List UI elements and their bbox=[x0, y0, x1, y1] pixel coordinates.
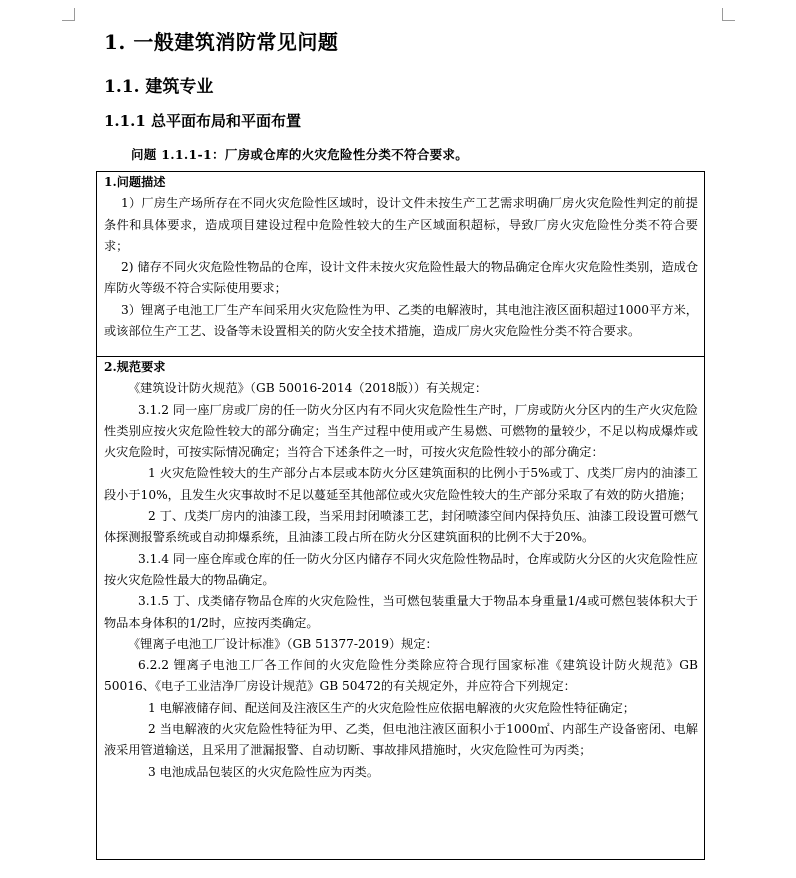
paragraph: 3.1.4 同一座仓库或仓库的任一防火分区内储存不同火灾危险性物品时，仓库或防火分区的火灾危险性应按火灾危险性最大的物品确定。 bbox=[104, 551, 698, 587]
paragraph: 《建筑设计防火规范》（GB 50016-2014（2018版））有关规定： bbox=[128, 381, 488, 396]
paragraph: 3.1.5 丁、戊类储存物品仓库的火灾危险性，当可燃包装重量大于物品本身重量1/4或可燃包装体积大于物品本身体积的1/2时，应按丙类确定。 bbox=[104, 594, 698, 630]
paragraph: 《锂离子电池工厂设计标准》（GB 51377-2019）规定： bbox=[128, 636, 438, 651]
paragraph: 1）厂房生产场所存在不同火灾危险性区域时，设计文件未按生产工艺需求明确厂房火灾危险性判定的前提条件和具体要求，造成项目建设过程中危险性较大的生产区域面积超标，导致厂房火灾危险性分类不符合要求； bbox=[104, 196, 698, 253]
paragraph: 6.2.2 锂离子电池工厂各工作间的火灾危险性分类除应符合现行国家标准《建筑设计防火规范》GB 50016、《电子工业洁净厂房设计规范》GB 50472的有关规定外，并应符合下列规定： bbox=[104, 658, 698, 694]
page-corner-mark-right bbox=[722, 8, 735, 21]
heading-level-1: 1. 一般建筑消防常见问题 bbox=[104, 30, 339, 54]
page-corner-mark-left bbox=[62, 8, 75, 21]
question-title: 问题 1.1.1-1：厂房或仓库的火灾危险性分类不符合要求。 bbox=[131, 147, 469, 162]
section-heading: 1.问题描述 bbox=[104, 175, 166, 189]
paragraph: 3 电池成品包装区的火灾危险性应为丙类。 bbox=[148, 764, 380, 779]
paragraph: 3.1.2 同一座厂房或厂房的任一防火分区内有不同火灾危险性生产时，厂房或防火分区内的生产火灾危险性类别应按火灾危险性较大的部分确定；当生产过程中使用或产生易燃、可燃物的量较少，不足以构成爆炸或火灾危险时，可按实际情况确定；当符合下述条件之一时，可按火灾危险性较小的部分确定： bbox=[104, 402, 698, 460]
paragraph: 2 丁、戊类厂房内的油漆工段，当采用封闭喷漆工艺，封闭喷漆空间内保持负压、油漆工段设置可燃气体探测报警系统或自动抑爆系统，且油漆工段占所在防火分区建筑面积的比例不大于20%。 bbox=[104, 509, 698, 545]
code-requirements-box bbox=[96, 357, 705, 860]
section-heading: 2.规范要求 bbox=[104, 360, 166, 374]
paragraph: 1 电解液储存间、配送间及注液区生产的火灾危险性应依据电解液的火灾危险性特征确定； bbox=[148, 700, 635, 715]
paragraph: 2 当电解液的火灾危险性特征为甲、乙类，但电池注液区面积小于1000㎡、内部生产设备密闭、电解液采用管道输送，且采用了泄漏报警、自动切断、事故排风措施时，火灾危险性可为丙类； bbox=[104, 722, 698, 758]
paragraph: 2) 储存不同火灾危险性物品的仓库，设计文件未按火灾危险性最大的物品确定仓库火灾危险性类别，造成仓库防火等级不符合实际使用要求； bbox=[104, 260, 699, 296]
paragraph: 3）锂离子电池工厂生产车间采用火灾危险性为甲、乙类的电解液时，其电池注液区面积超过1000平方米，或该部位生产工艺、设备等未设置相关的防火安全技术措施，造成厂房火灾危险性分类不符合要求。 bbox=[104, 302, 698, 339]
heading-level-3: 1.1.1 总平面布局和平面布置 bbox=[104, 112, 301, 130]
paragraph: 1 火灾危险性较大的生产部分占本层或本防火分区建筑面积的比例小于5%或丁、戊类厂房内的油漆工段小于10%，且发生火灾事故时不足以蔓延至其他部位或火灾危险性较大的生产部分采取了有效的防火措施； bbox=[104, 466, 698, 502]
problem-description-box bbox=[96, 171, 705, 357]
heading-level-2: 1.1. 建筑专业 bbox=[104, 77, 214, 97]
